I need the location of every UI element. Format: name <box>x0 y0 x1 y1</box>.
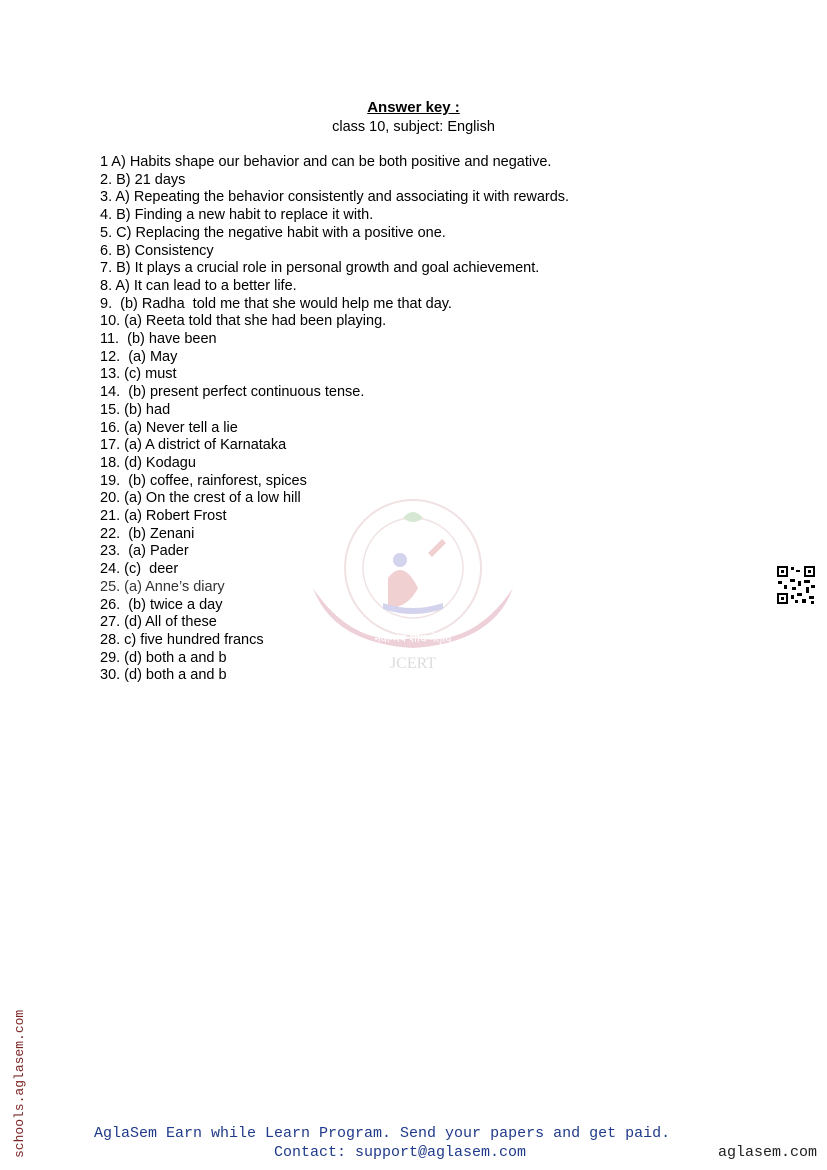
answer-item: 12. (a) May <box>100 348 178 365</box>
answer-item: 14. (b) present perfect continuous tense. <box>100 384 365 401</box>
answer-item: 10. (a) Reeta told that she had been playing. <box>100 313 387 330</box>
figure-head-icon <box>393 553 407 567</box>
answer-item: 6. B) Consistency <box>100 242 214 259</box>
answer-item: 7. B) It plays a crucial role in personal growth and goal achievement. <box>100 260 540 277</box>
side-watermark-url: schools.aglasem.com <box>12 1009 27 1158</box>
footer-contact-link[interactable]: Contact: support@aglasem.com <box>274 1144 527 1161</box>
answer-item: 13. (c) must <box>100 366 177 383</box>
footer-site-link[interactable]: aglasem.com <box>717 1144 817 1161</box>
leaf-icon <box>403 512 423 522</box>
answer-item: 11. (b) have been <box>100 331 217 348</box>
answer-item: 15. (b) had <box>100 401 171 418</box>
answer-item: 16. (a) Never tell a lie <box>100 419 238 436</box>
answer-item: 18. (d) Kodagu <box>100 454 196 471</box>
logo-motto: नवोन्मेष शोध नेतृत्व <box>374 632 452 645</box>
answer-item: 17. (a) A district of Karnataka <box>100 437 287 454</box>
footer-promo-text: AglaSem Earn while Learn Program. Send your papers and get paid. <box>94 1125 671 1142</box>
jcert-logo-watermark <box>308 498 528 678</box>
page-subtitle: class 10, subject: English <box>332 119 495 135</box>
logo-label: JCERT <box>389 655 437 672</box>
answer-item: 1 A) Habits shape our behavior and can be both positive and negative. <box>100 154 552 170</box>
answer-item: 3. A) Repeating the behavior consistently and associating it with rewards. <box>100 189 570 206</box>
answer-item: 24. (c) deer <box>100 561 179 578</box>
answer-item: 5. C) Replacing the negative habit with a positive one. <box>100 224 446 241</box>
answer-item: 19. (b) coffee, rainforest, spices <box>100 472 307 489</box>
figure-body-icon <box>388 570 418 608</box>
answer-item: 27. (d) All of these <box>100 614 217 631</box>
answer-item: 30. (d) both a and b <box>100 667 227 684</box>
answer-item: 21. (a) Robert Frost <box>100 508 227 525</box>
answer-item: 8. A) It can lead to a better life. <box>100 277 297 294</box>
answer-item: 29. (d) both a and b <box>100 649 227 666</box>
answer-item: 25. (a) Anne’s diary <box>100 578 225 595</box>
answer-item: 2. B) 21 days <box>100 171 186 188</box>
answer-item: 26. (b) twice a day <box>100 596 223 613</box>
answer-item: 9. (b) Radha told me that she would help me that day. <box>100 295 452 312</box>
answer-item: 28. c) five hundred francs <box>100 631 264 648</box>
answer-item: 22. (b) Zenani <box>100 525 195 542</box>
answer-item: 4. B) Finding a new habit to replace it with. <box>100 207 374 224</box>
page-title: Answer key : <box>367 99 460 116</box>
answer-item: 23. (a) Pader <box>100 543 189 560</box>
pencil-icon <box>428 539 446 557</box>
answer-item: 20. (a) On the crest of a low hill <box>100 490 301 507</box>
qr-code-icon[interactable] <box>776 565 816 605</box>
logo-inner-ring <box>363 518 463 618</box>
